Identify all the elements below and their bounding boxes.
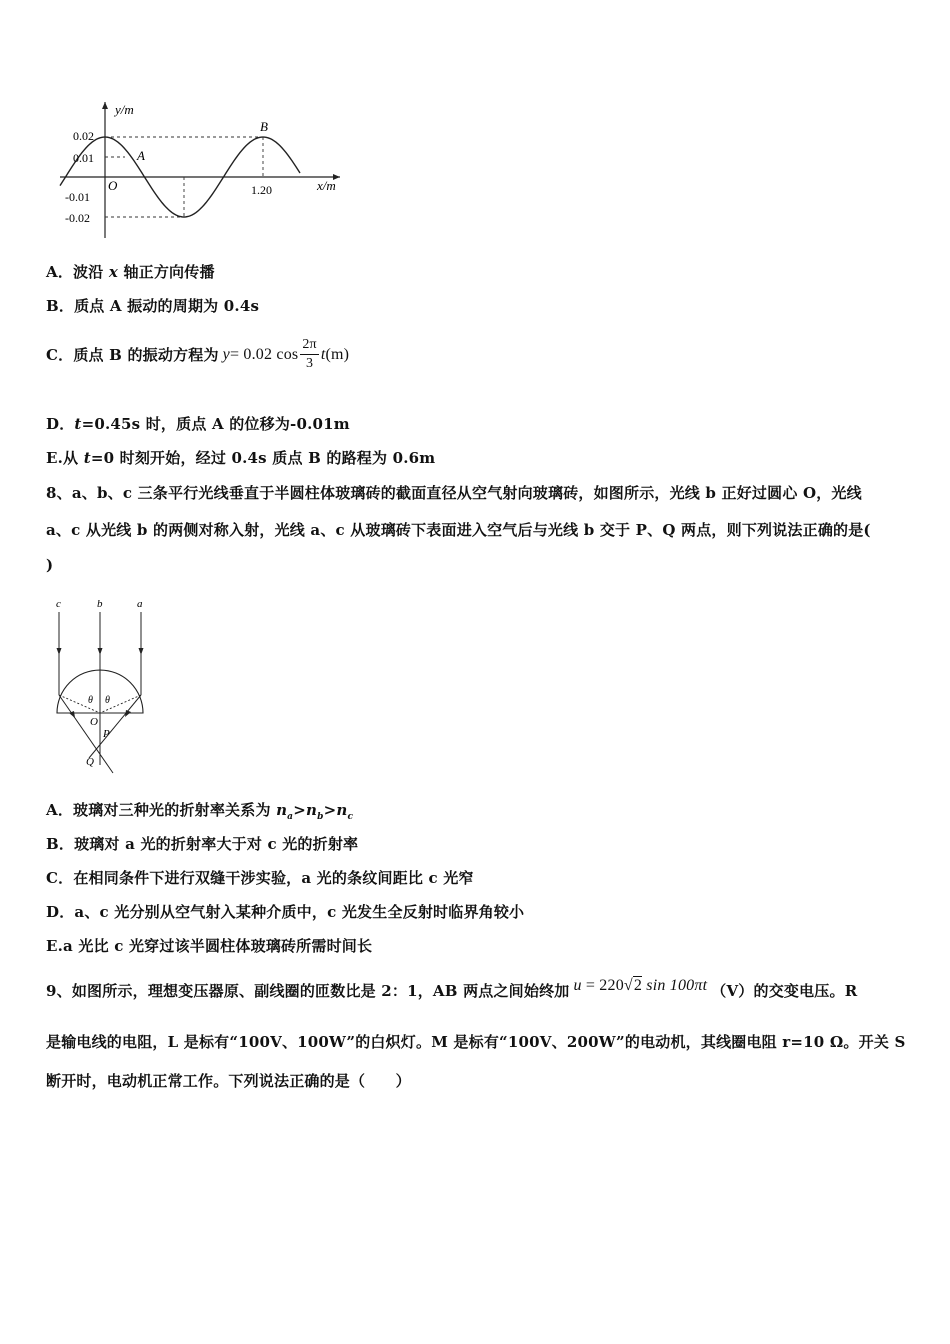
- eq-t: t: [320, 345, 326, 363]
- q7-option-c: [46, 336, 349, 373]
- q9-eq-u: u: [573, 976, 582, 994]
- q8-option-a: [46, 799, 353, 822]
- q7-option-d-pre: D．: [46, 415, 75, 433]
- tick-label-m001: -0.01: [65, 190, 90, 204]
- fig8-theta-right: θ: [105, 695, 110, 706]
- q9-stem-post: （V）的交变电压。R: [711, 982, 858, 1000]
- eq-frac-den: 3: [305, 356, 314, 371]
- y-axis-label: y/m: [115, 102, 134, 117]
- q7-option-c-text: C．质点 B 的振动方程为: [46, 346, 219, 364]
- refracted-c-arrow: [69, 711, 75, 718]
- q9-eq-sqrt: 2: [633, 976, 643, 994]
- q7-option-c-equation: [223, 336, 350, 373]
- q8-sub-b: b: [317, 812, 324, 822]
- q8-gt2: >: [323, 801, 337, 819]
- fig8-label-b: b: [97, 598, 103, 610]
- q7-option-d-var: t: [74, 415, 82, 433]
- fig8-label-Q: Q: [86, 756, 94, 768]
- q9-stem-pre: 9、如图所示，理想变压器原、副线圈的匝数比是 2：1，AB 两点之间始终加: [46, 982, 570, 1000]
- q7-option-e-tail: =0 时刻开始，经过 0.4s 质点 B 的路程为 0.6m: [90, 449, 436, 467]
- tick-label-120: 1.20: [251, 183, 272, 197]
- ray-a-arrow: [139, 648, 144, 655]
- eq-mid: = 0.02 cos: [229, 345, 299, 363]
- q7-option-e: [46, 447, 435, 468]
- q8-option-d: D．a、c 光分别从空气射入某种介质中，c 光发生全反射时临界角较小: [46, 903, 525, 921]
- tick-label-001: 0.01: [73, 151, 94, 165]
- wave-graph-figure: [55, 98, 355, 243]
- q8-stem-line3: ): [46, 556, 54, 574]
- q8-sub-c: c: [347, 812, 354, 822]
- q7-option-a: [46, 261, 215, 282]
- eq-frac-num: 2π: [300, 336, 318, 355]
- q8-option-c: C．在相同条件下进行双缝干涉实验，a 光的条纹间距比 c 光窄: [46, 869, 474, 887]
- q7-option-a-var: x: [108, 263, 119, 281]
- point-A-label: A: [137, 148, 145, 163]
- q9-eq-tail: sin 100πt: [642, 976, 708, 994]
- q9-stem-line3: 断开时，电动机正常工作。下列说法正确的是（ ）: [46, 1072, 411, 1090]
- q7-option-d-tail: =0.45s 时，质点 A 的位移为-0.01m: [81, 415, 350, 433]
- q7-option-a-tail: 轴正方向传播: [118, 263, 215, 281]
- q7-option-a-text: A．波沿: [46, 263, 109, 281]
- ray-c-arrow: [57, 648, 62, 655]
- q8-n2: n: [306, 801, 318, 819]
- fig8-label-P: P: [103, 728, 110, 740]
- q7-option-e-var: t: [83, 449, 91, 467]
- q8-stem-line1: 8、a、b、c 三条平行光线垂直于半圆柱体玻璃砖的截面直径从空气射向玻璃砖，如图所示，光线 b 正好过圆心 O，光线: [46, 484, 862, 502]
- q8-option-e: E.a 光比 c 光穿过该半圆柱体玻璃砖所需时间长: [46, 937, 373, 955]
- fig8-label-a: a: [137, 598, 143, 610]
- origin-label: O: [108, 178, 118, 193]
- glass-brick-figure: [45, 595, 165, 775]
- q9-stem-line1: [46, 976, 858, 1001]
- ray-b-arrow: [98, 648, 103, 655]
- point-B-label: B: [260, 119, 268, 134]
- q9-eq-mid: = 220: [581, 976, 624, 994]
- tick-label-m002: -0.02: [65, 211, 90, 225]
- y-axis-arrow: [102, 102, 108, 109]
- fig8-label-O: O: [90, 716, 98, 728]
- fig8-label-c: c: [56, 598, 61, 610]
- q9-stem-line2: 是输电线的电阻，L 是标有“100V、100W”的白炽灯。M 是标有“100V、200W”的电动机，其线圈电阻 r=10 Ω。开关 S: [46, 1033, 906, 1051]
- q8-sub-a: a: [287, 812, 294, 822]
- q8-n3: n: [336, 801, 348, 819]
- eq-unit: (m): [325, 345, 350, 363]
- q7-option-b: B．质点 A 振动的周期为 0.4s: [46, 297, 260, 315]
- q8-n1: n: [276, 801, 288, 819]
- q7-option-e-pre: E.从: [46, 449, 84, 467]
- q8-stem-line2: a、c 从光线 b 的两侧对称入射，光线 a、c 从玻璃砖下表面进入空气后与光线 b 交于 P、Q 两点，则下列说法正确的是(: [46, 521, 871, 539]
- eq-fraction: [300, 336, 318, 373]
- tick-label-002: 0.02: [73, 129, 94, 143]
- q9-equation: u = 220√2 sin 100πt: [573, 976, 708, 994]
- eq-y: y: [222, 345, 230, 363]
- fig8-theta-left: θ: [88, 695, 93, 706]
- q8-option-a-text: A．玻璃对三种光的折射率关系为: [46, 801, 277, 819]
- q8-option-b: B．玻璃对 a 光的折射率大于对 c 光的折射率: [46, 835, 359, 853]
- q8-gt1: >: [293, 801, 306, 819]
- q7-option-d: [46, 413, 350, 434]
- x-axis-label: x/m: [317, 178, 336, 193]
